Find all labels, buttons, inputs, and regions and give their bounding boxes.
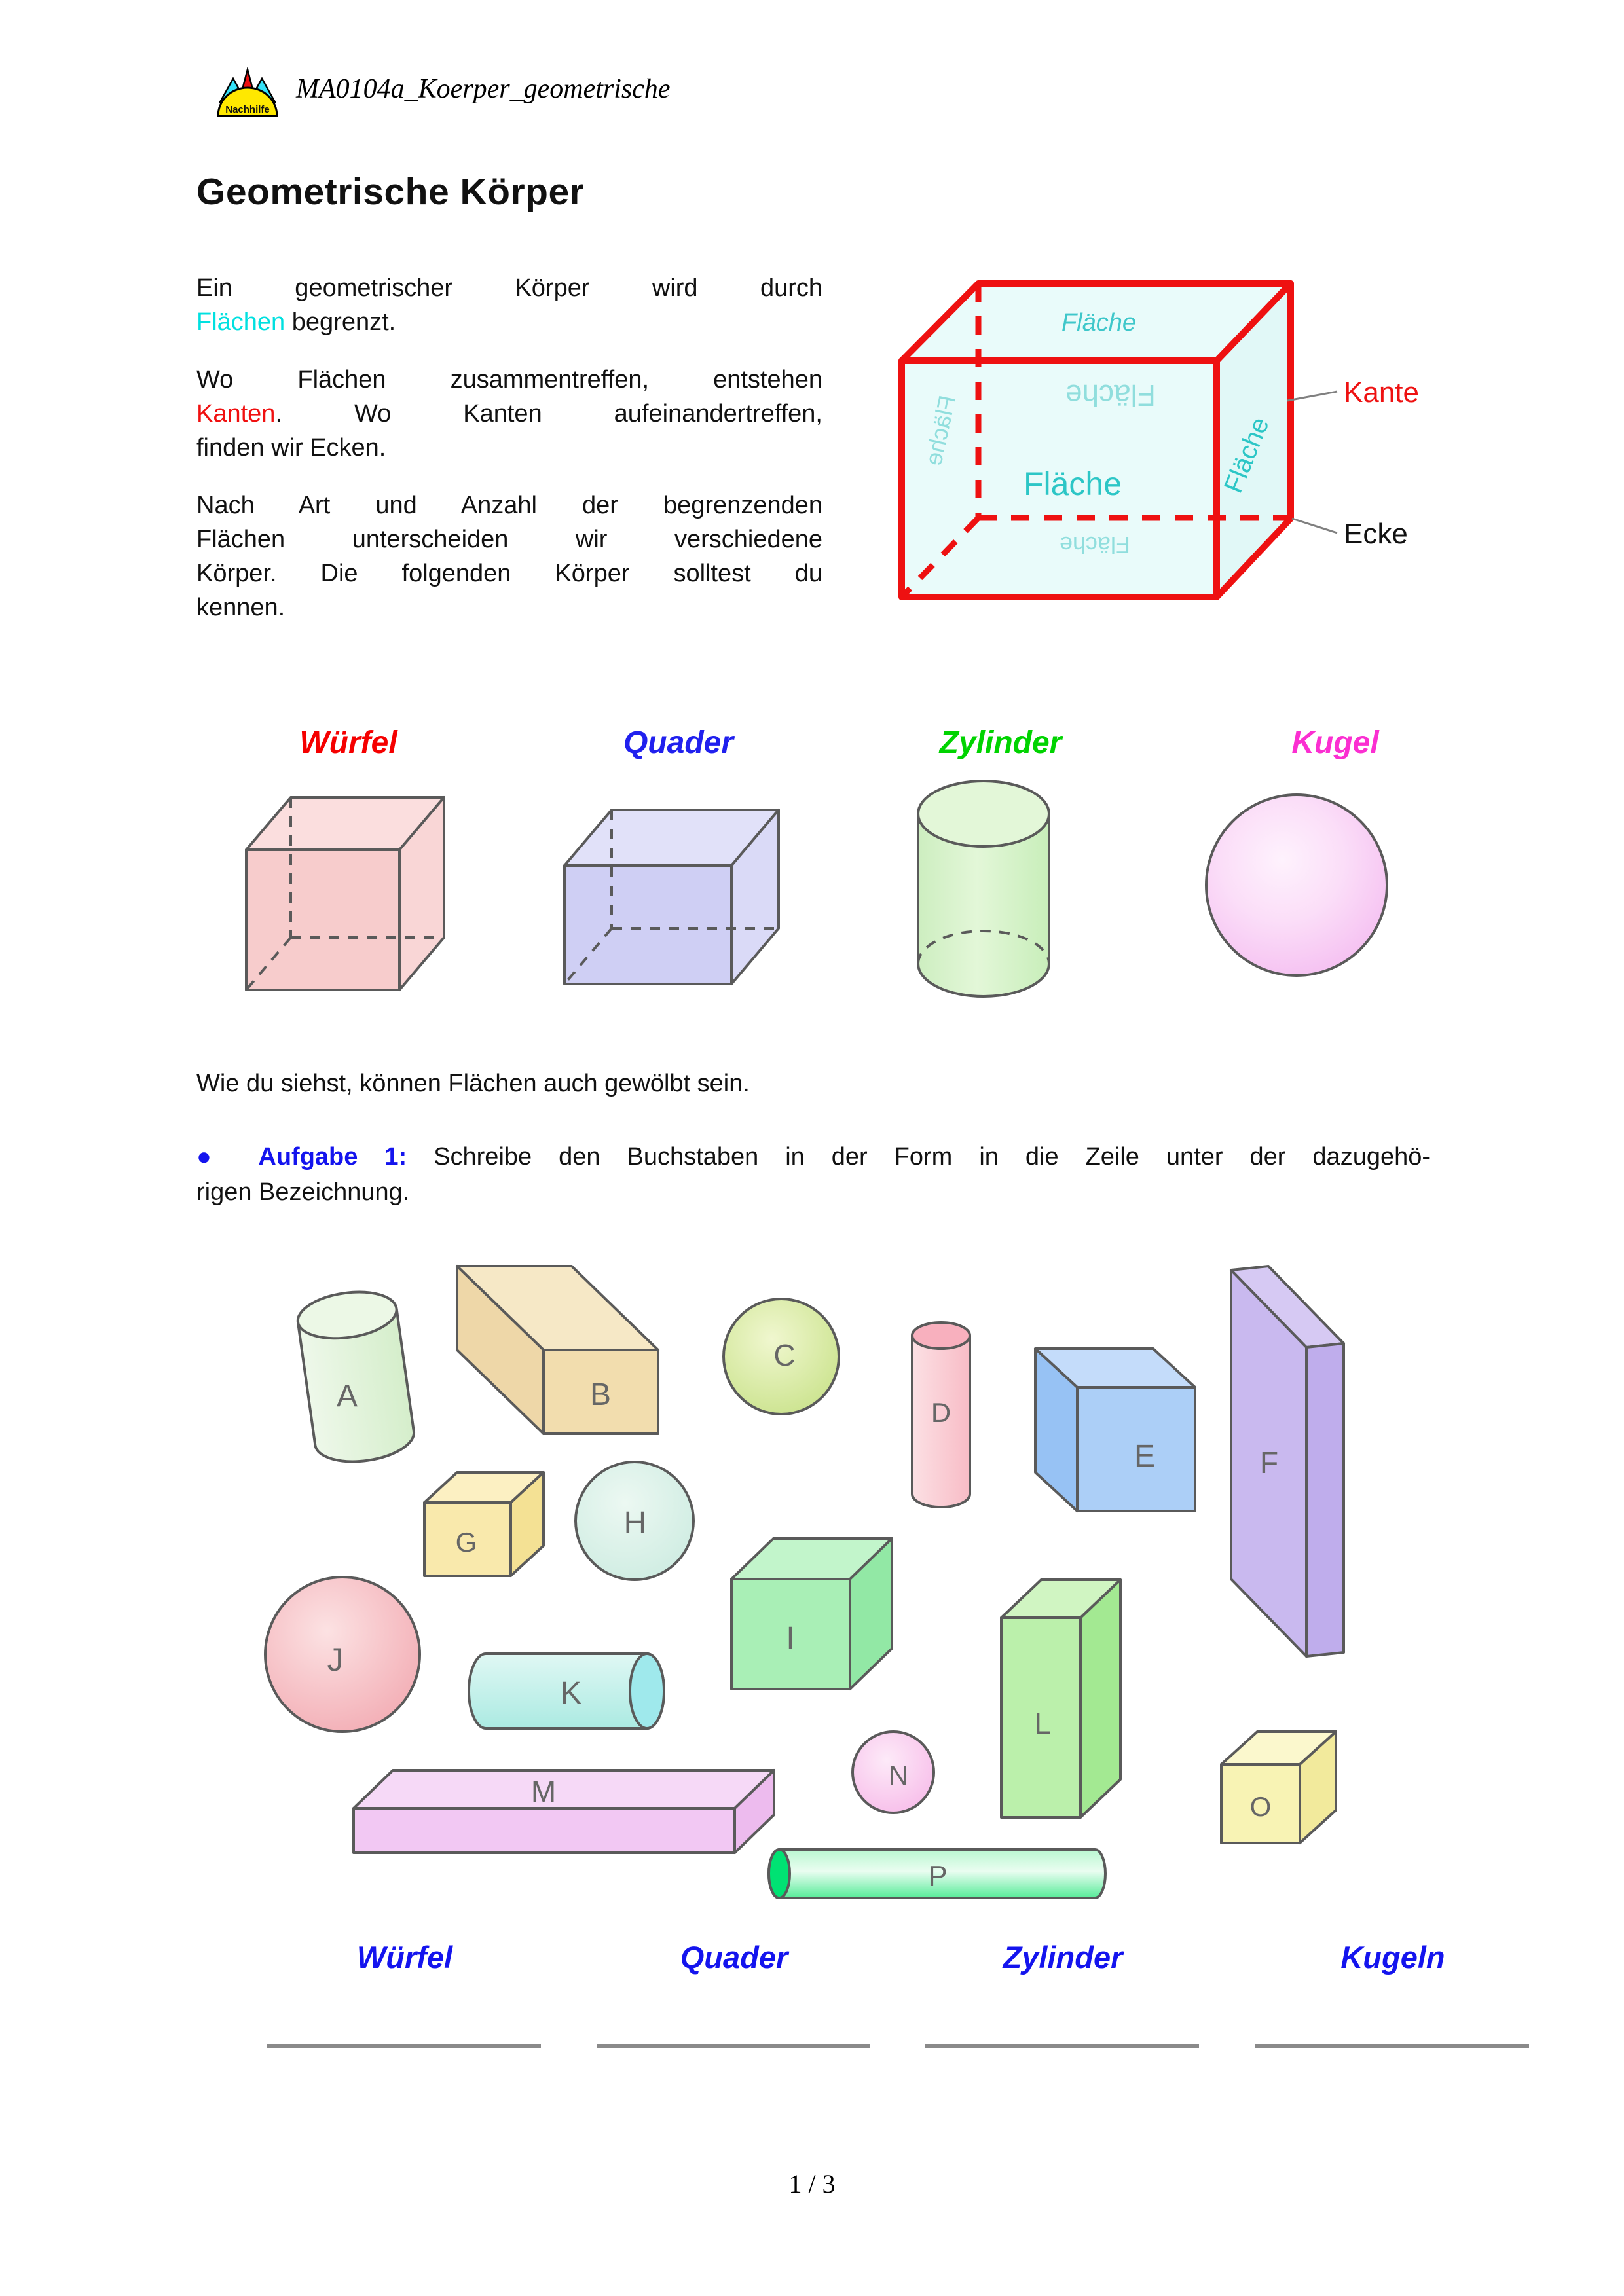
shape-b-cuboid (457, 1266, 658, 1434)
face-label-back: Fläche (1065, 378, 1156, 412)
shape-b-label: B (589, 1377, 612, 1412)
answer-label-kugeln: Kugeln (1340, 1940, 1445, 1975)
p2-line2 (196, 397, 822, 431)
shape-l-label: L (1034, 1706, 1051, 1740)
example-sphere (1206, 795, 1387, 975)
shape-m-label: M (530, 1774, 557, 1808)
p2-line3: finden wir Ecken. (196, 434, 386, 462)
answer-line-quader (597, 2044, 870, 2048)
face-label-bottom: Fläche (1059, 532, 1131, 558)
kugel-title: Kugel (1291, 725, 1379, 760)
cube-diagram (871, 262, 1447, 629)
shape-f-label: F (1259, 1446, 1279, 1480)
paragraph-2 (196, 363, 822, 465)
task-line2: rigen Bezeichnung. (196, 1178, 410, 1206)
example-cuboid (564, 810, 779, 984)
p3-line3: Körper. Die folgenden Körper solltest du (196, 560, 822, 587)
face-label-right: Fläche (1219, 413, 1275, 498)
answer-label-wuerfel: Würfel (356, 1940, 453, 1975)
task-shapes-cluster (196, 1231, 1441, 1925)
p3-line4: kennen. (196, 594, 286, 621)
task-label: Aufgabe 1: (258, 1143, 407, 1171)
shape-m-cuboid (354, 1770, 774, 1853)
shape-o-label: O (1249, 1791, 1272, 1822)
kante-label: Kante (1344, 376, 1419, 409)
logo-text: Nachhilfe (225, 104, 270, 115)
answer-line-wuerfel (267, 2044, 541, 2048)
shape-h-label: H (623, 1506, 647, 1540)
note-text: Wie du siehst, können Flächen auch gewölbt sein. (196, 1070, 750, 1097)
answer-label-quader: Quader (680, 1940, 788, 1975)
face-label-front: Fläche (1023, 465, 1122, 502)
answer-col-wuerfel (267, 1939, 542, 1975)
p1-line1: Ein geometrischer Körper wird durch (196, 274, 822, 302)
example-cube (246, 797, 444, 990)
p2-line1: Wo Flächen zusammentreffen, entstehen (196, 366, 822, 393)
task-bullet: ● (196, 1143, 232, 1171)
intro-text (196, 271, 822, 648)
example-solids-row (196, 694, 1441, 1021)
kanten-highlight: Kanten (196, 400, 276, 428)
shape-n-label: N (888, 1760, 909, 1791)
p1-line2 (196, 305, 822, 339)
ecke-label: Ecke (1344, 518, 1408, 550)
paragraph-3 (196, 488, 822, 625)
shape-g-cube (424, 1472, 544, 1576)
task-text (196, 1139, 1430, 1210)
page-number: 1 / 3 (788, 2169, 836, 2198)
shape-i-cube (731, 1539, 892, 1689)
answer-line-zylinder (925, 2044, 1199, 2048)
wuerfel-title: Würfel (299, 725, 397, 760)
answer-section (196, 1939, 1445, 2083)
shape-j-label: J (327, 1641, 344, 1678)
p2-line2-rest: . Wo Kanten aufeinandertreffen, (275, 400, 822, 428)
p1-line2-rest: begrenzt. (285, 308, 396, 336)
shape-f-cuboid (1231, 1266, 1344, 1656)
flaechen-highlight: Flächen (196, 308, 286, 336)
document-code: MA0104a_Koerper_geometrische (296, 74, 671, 104)
paragraph-1 (196, 271, 822, 339)
answer-label-zylinder: Zylinder (1003, 1940, 1123, 1975)
nachhilfe-logo (216, 67, 279, 118)
shape-l-cuboid (1001, 1580, 1120, 1817)
shape-k-label: K (560, 1676, 582, 1711)
shape-o-cube (1221, 1732, 1336, 1843)
face-label-left: Fläche (919, 393, 961, 468)
ecke-pointer-line (1292, 519, 1337, 533)
quader-title: Quader (623, 725, 734, 760)
answer-col-quader (597, 1939, 872, 1975)
shape-e-cube (1035, 1349, 1195, 1511)
shape-e-label: E (1134, 1439, 1156, 1474)
kante-pointer-line (1287, 392, 1337, 401)
answer-line-kugeln (1255, 2044, 1529, 2048)
shape-a-cylinder (295, 1286, 416, 1468)
task-line1 (196, 1139, 1430, 1175)
shape-i-label: I (786, 1621, 795, 1656)
face-label-top: Fläche (1061, 309, 1137, 337)
zylinder-title: Zylinder (939, 725, 1062, 760)
shape-d-label: D (931, 1397, 951, 1428)
page-title: Geometrische Körper (196, 171, 585, 213)
shape-a-label: A (336, 1379, 358, 1413)
p3-line2: Flächen unterscheiden wir verschiedene (196, 526, 822, 553)
shape-g-label: G (455, 1527, 477, 1558)
p3-line1: Nach Art und Anzahl der begrenzenden (196, 492, 822, 519)
answer-col-kugeln (1255, 1939, 1530, 1975)
answer-col-zylinder (925, 1939, 1200, 1975)
shape-p-label: P (928, 1860, 948, 1892)
task-line1-text: Schreibe den Buchstaben in der Form in die Zeile unter der dazugehö- (434, 1143, 1431, 1171)
example-cylinder (918, 781, 1049, 996)
shape-c-label: C (773, 1338, 796, 1372)
